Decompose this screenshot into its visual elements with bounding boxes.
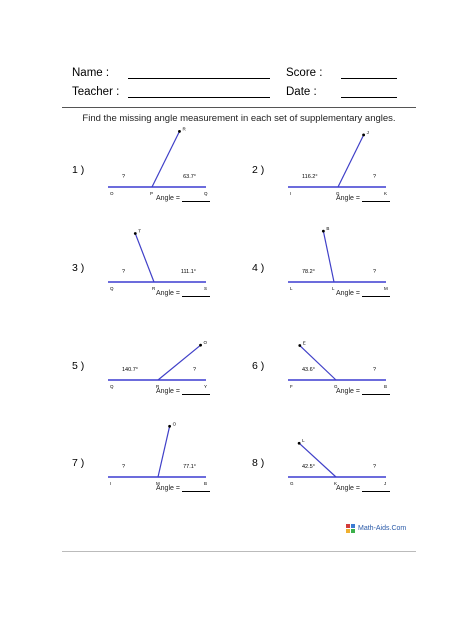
problem-1: [72, 126, 242, 224]
right-angle-text: ?: [372, 464, 376, 470]
left-angle-text: 140.7°: [122, 367, 138, 373]
ray: [158, 345, 201, 380]
ray: [338, 135, 364, 187]
date-label: Date :: [286, 86, 317, 98]
point-label: G: [334, 384, 338, 389]
answer-row: [336, 194, 390, 202]
point-label: B: [384, 384, 388, 389]
right-angle-text: ?: [372, 174, 376, 180]
problem-number: 3 ): [72, 262, 85, 274]
ray: [135, 233, 154, 282]
problem-number: 7 ): [72, 457, 85, 469]
name-label: Name :: [72, 67, 110, 79]
point-label: S: [204, 286, 208, 291]
math-aids-logo: [346, 524, 406, 533]
ray-point-label: O: [172, 421, 177, 427]
ray-endpoint: [134, 232, 137, 235]
answer-row: [156, 484, 210, 492]
teacher-label: Teacher :: [72, 86, 120, 98]
point-label: L: [290, 286, 293, 291]
answer-row: [156, 194, 210, 202]
ray-point-label: T: [138, 228, 142, 234]
point-label: M: [156, 481, 160, 486]
left-angle-text: 116.2°: [302, 174, 318, 180]
point-label: P: [150, 191, 154, 196]
point-label: J: [384, 481, 387, 486]
footer-divider: [62, 551, 416, 552]
angle-diagram: [72, 228, 242, 316]
teacher-field[interactable]: [128, 97, 270, 98]
answer-blank[interactable]: [362, 289, 390, 297]
point-label: I: [110, 481, 112, 486]
problem-number: 6 ): [252, 360, 265, 372]
ray-endpoint: [322, 230, 325, 233]
left-angle-text: ?: [122, 174, 126, 180]
logo-icon: [346, 524, 355, 533]
answer-blank[interactable]: [362, 387, 390, 395]
angle-diagram: [72, 126, 242, 224]
left-angle-text: 78.2°: [302, 269, 315, 275]
problem-number: 4 ): [252, 262, 265, 274]
ray-endpoint: [199, 344, 202, 347]
problem-4: [252, 226, 422, 316]
ray-endpoint: [178, 130, 181, 133]
angle-diagram: [72, 340, 242, 428]
answer-label: Angle =: [336, 485, 360, 492]
ray-endpoint: [168, 425, 171, 428]
answer-row: [336, 387, 390, 395]
answer-row: [156, 387, 210, 395]
ray: [152, 131, 179, 187]
point-label: Q: [110, 384, 114, 389]
problem-number: 5 ): [72, 360, 85, 372]
answer-row: [336, 289, 390, 297]
right-angle-text: 111.1°: [180, 269, 196, 275]
angle-diagram: [252, 340, 422, 428]
ray-point-label: O: [203, 340, 208, 346]
logo-text: Math-Aids.Com: [358, 525, 407, 532]
answer-label: Angle =: [156, 485, 180, 492]
point-label: I: [290, 191, 292, 196]
ray: [158, 426, 170, 477]
problem-3: [72, 228, 242, 316]
answer-blank[interactable]: [362, 484, 390, 492]
point-label: R: [152, 286, 156, 291]
answer-label: Angle =: [156, 388, 180, 395]
date-field[interactable]: [341, 97, 397, 98]
point-label: B: [204, 481, 208, 486]
answer-label: Angle =: [336, 195, 360, 202]
left-angle-text: 43.6°: [302, 367, 315, 373]
point-label: G: [290, 481, 294, 486]
answer-row: [336, 484, 390, 492]
header-divider: [62, 107, 416, 108]
point-label: Y: [204, 384, 208, 389]
ray-point-label: L: [302, 438, 305, 444]
problem-2: [252, 129, 422, 224]
angle-diagram: [252, 226, 422, 316]
ray: [323, 231, 334, 282]
point-label: Q: [110, 286, 114, 291]
right-angle-text: 63.7°: [183, 174, 196, 180]
right-angle-text: 77.1°: [183, 464, 196, 470]
point-label: O: [110, 191, 114, 196]
answer-blank[interactable]: [362, 194, 390, 202]
point-label: F: [290, 384, 293, 389]
ray: [299, 443, 336, 477]
instructions: Find the missing angle measurement in each set of supplementary angles.: [82, 113, 396, 124]
point-label: K: [384, 191, 388, 196]
problem-5: [72, 340, 242, 428]
name-field[interactable]: [128, 78, 270, 79]
ray-endpoint: [298, 442, 301, 445]
answer-blank[interactable]: [182, 194, 210, 202]
angle-diagram: [72, 421, 242, 512]
ray: [300, 346, 336, 380]
angle-diagram: [252, 129, 422, 224]
problem-number: 8 ): [252, 457, 265, 469]
problem-number: 1 ): [72, 164, 85, 176]
left-angle-text: ?: [122, 269, 126, 275]
right-angle-text: ?: [372, 269, 376, 275]
ray-point-label: B: [326, 226, 330, 232]
answer-blank[interactable]: [182, 387, 210, 395]
ray-endpoint: [298, 344, 301, 347]
point-label: L: [332, 286, 335, 291]
right-angle-text: ?: [192, 367, 196, 373]
left-angle-text: 42.5°: [302, 464, 315, 470]
score-field[interactable]: [341, 78, 397, 79]
ray-endpoint: [362, 134, 365, 137]
angle-diagram: [252, 428, 422, 512]
answer-label: Angle =: [336, 290, 360, 297]
answer-label: Angle =: [336, 388, 360, 395]
ray-point-label: J: [366, 129, 369, 135]
answer-label: Angle =: [156, 290, 180, 297]
ray-point-label: R: [182, 126, 186, 132]
point-label: K: [334, 481, 338, 486]
answer-label: Angle =: [156, 195, 180, 202]
left-angle-text: ?: [122, 464, 126, 470]
point-label: G: [336, 191, 340, 196]
problem-6: [252, 340, 422, 428]
answer-blank[interactable]: [182, 289, 210, 297]
problem-8: [252, 428, 422, 512]
right-angle-text: ?: [372, 367, 376, 373]
answer-row: [156, 289, 210, 297]
point-label: Q: [204, 191, 208, 196]
point-label: R: [156, 384, 160, 389]
problem-number: 2 ): [252, 164, 265, 176]
problem-7: [72, 421, 242, 512]
ray-point-label: E: [302, 340, 306, 346]
answer-blank[interactable]: [182, 484, 210, 492]
point-label: M: [384, 286, 388, 291]
score-label: Score :: [286, 67, 323, 79]
